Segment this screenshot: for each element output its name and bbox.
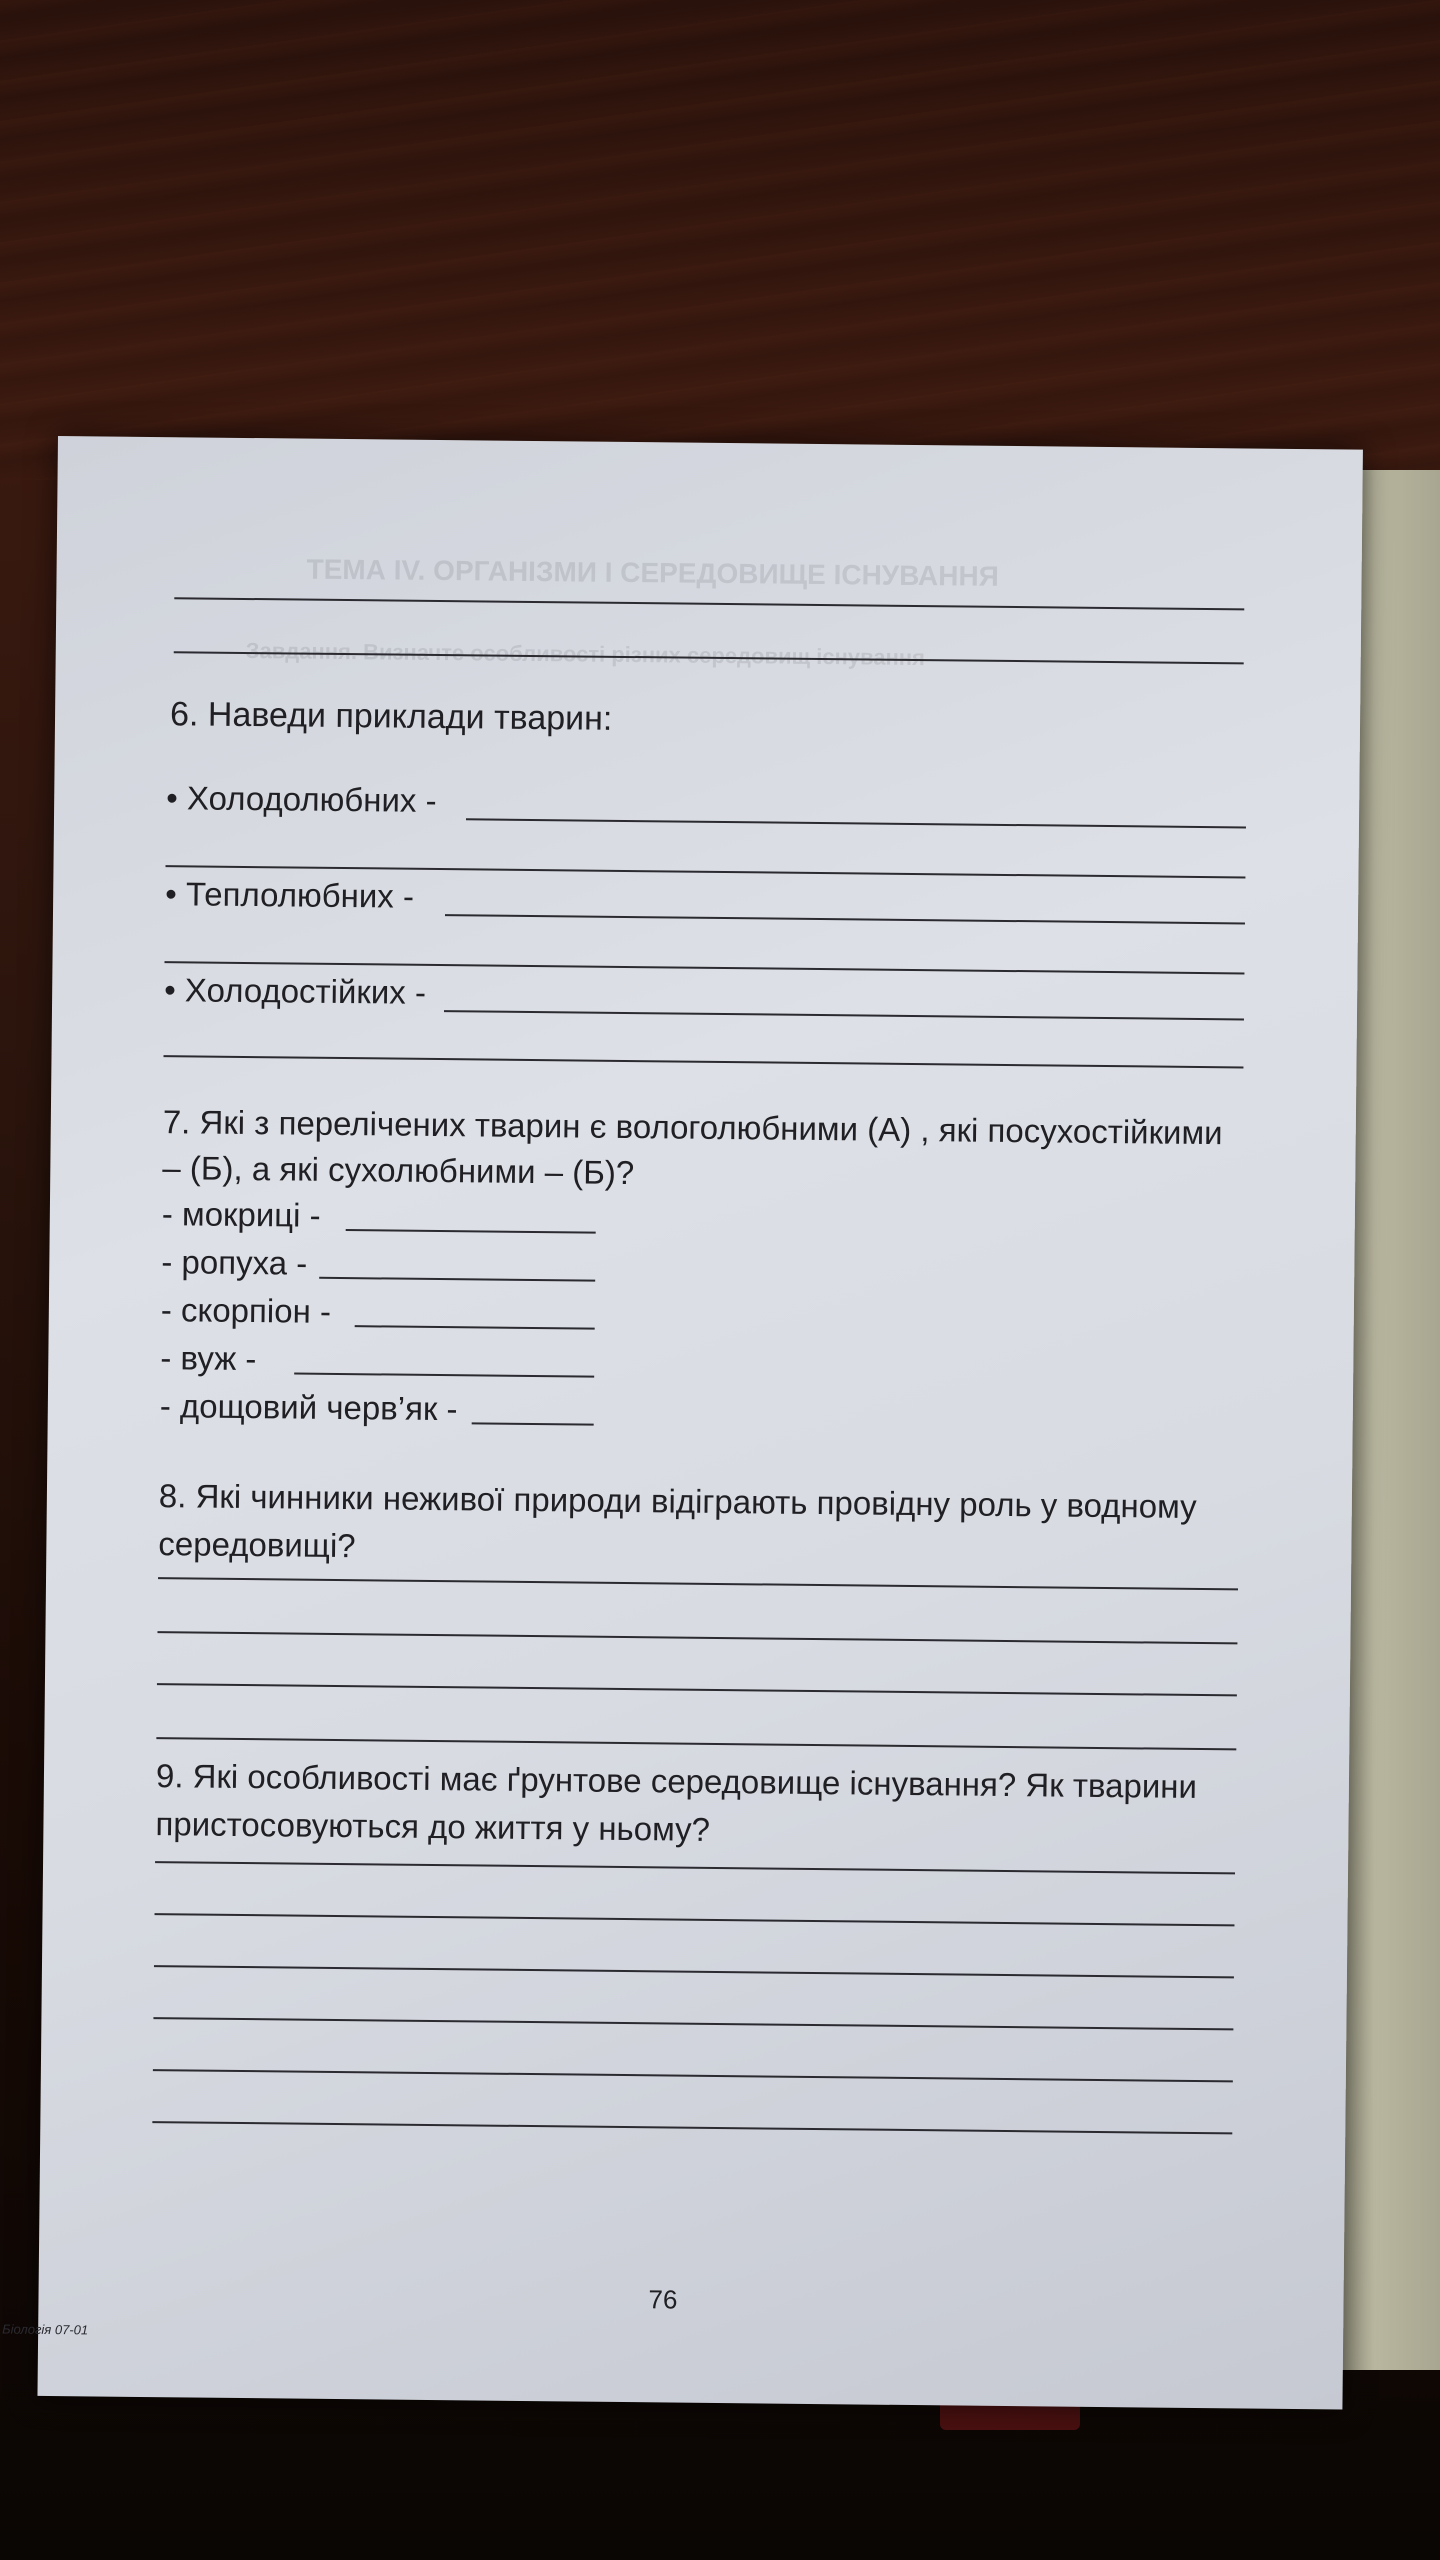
ghost-header: ТЕМА IV. ОРГАНІЗМИ І СЕРЕДОВИЩЕ ІСНУВАННЯ xyxy=(306,553,999,592)
q6-item-cold-loving: • Холодолюбних - xyxy=(166,779,437,819)
q7-line2: – (Б), а які сухолюбними – (Б)? xyxy=(162,1149,635,1192)
q7-item-woodlice: - мокриці - xyxy=(161,1195,321,1234)
answer-line[interactable] xyxy=(355,1325,595,1330)
worksheet-page xyxy=(2,436,1362,2410)
answer-line[interactable] xyxy=(294,1373,594,1378)
answer-line[interactable] xyxy=(157,1631,1237,1644)
ghost-subheader: Завдання. Визначте особливості різних середовищ існування xyxy=(245,637,926,671)
answer-line[interactable] xyxy=(466,818,1246,828)
q9-line1: 9. Які особливості має ґрунтове середовище існування? Як тварини xyxy=(155,1757,1198,1805)
answer-line[interactable] xyxy=(153,2069,1233,2082)
q8-line1: 8. Які чинники неживої природи відіграють провідну роль у водному xyxy=(158,1477,1197,1525)
answer-line[interactable] xyxy=(472,1422,594,1425)
print-code: Біологія 07-01 xyxy=(2,2321,89,2338)
q8-line2: середовищі? xyxy=(158,1525,356,1565)
answer-line[interactable] xyxy=(445,914,1245,924)
answer-line[interactable] xyxy=(154,1965,1234,1978)
answer-line[interactable] xyxy=(346,1229,596,1234)
q9-line2: пристосовуються до життя у ньому? xyxy=(155,1805,711,1848)
answer-line[interactable] xyxy=(155,1913,1235,1926)
q7-item-grass-snake: - вуж - xyxy=(160,1339,257,1378)
q6-title: 6. Наведи приклади тварин: xyxy=(169,695,613,738)
answer-line[interactable] xyxy=(158,1577,1238,1590)
answer-line[interactable] xyxy=(174,597,1244,610)
answer-line[interactable] xyxy=(155,1861,1235,1874)
q6-item-warm-loving: • Теплолюбних - xyxy=(165,875,415,915)
answer-line[interactable] xyxy=(156,1737,1236,1750)
answer-line[interactable] xyxy=(444,1010,1244,1020)
q7-item-scorpion: - скорпіон - xyxy=(160,1291,332,1330)
q7-item-toad: - ропуха - xyxy=(161,1243,308,1282)
page-number: 76 xyxy=(648,2284,678,2315)
answer-line[interactable] xyxy=(319,1277,595,1282)
answer-line[interactable] xyxy=(153,2017,1233,2030)
q7-item-earthworm: - дощовий черв’як - xyxy=(159,1387,458,1428)
wood-grain xyxy=(0,0,1440,480)
q7-line1: 7. Які з перелічених тварин є вологолюбними (А) , які посухостійкими xyxy=(162,1103,1223,1152)
answer-line[interactable] xyxy=(157,1683,1237,1696)
answer-line[interactable] xyxy=(152,2121,1232,2134)
q6-item-cold-resistant: • Холодостійких - xyxy=(164,971,427,1011)
answer-line[interactable] xyxy=(164,1055,1244,1068)
